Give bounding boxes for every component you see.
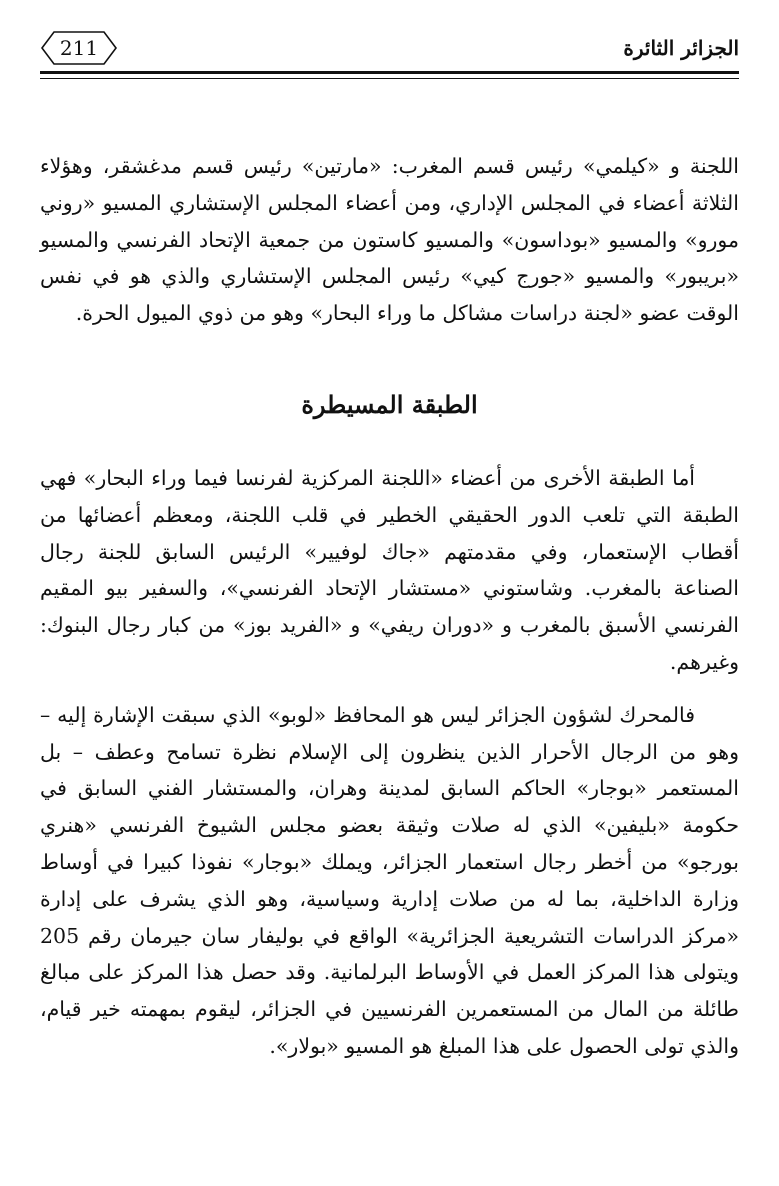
- paragraph-1: اللجنة و «كيلمي» رئيس قسم المغرب: «مارتين» رئيس قسم مدغشقر، وهؤلاء الثلاثة أعضاء في المجلس الإداري، ومن أعضاء المجلس الإستشاري المسيو «روني مورو» والمسيو «بوداسون» والمسيو كاستون من جمعية الإتحاد الفرنسي والمسيو «بريبور» والمسيو «جورج كيي» رئيس المجلس الإستشاري والذي هو في نفس الوقت عضو «لجنة دراسات مشاكل ما وراء البحار» وهو من ذوي الميول الحرة.: [40, 154, 739, 326]
- header-rule-thick: [40, 71, 739, 74]
- page-number-badge: [40, 28, 118, 68]
- section-heading: الطبقة المسيطرة: [301, 389, 478, 419]
- page-number: 211: [59, 36, 99, 60]
- paragraph-2: أما الطبقة الأخرى من أعضاء «اللجنة المركزية لفرنسا فيما وراء البحار» فهي الطبقة التي تلعب الدور الحقيقي الخطير في قلب اللجنة، ومعظم أعضائها من أقطاب الإستعمار، وفي مقدمتهم «جاك لوفيير» الرئيس السابق للجنة رجال الصناعة بالمغرب. وشاستوني «مستشار الإتحاد الفرنسي»، والسفير بيو المقيم الفرنسي الأسبق بالمغرب و «دوران ريفي» و «الفريد بوز» من كبار رجال البنوك: وغيرهم.: [40, 465, 739, 674]
- running-title: الجزائر الثائرة: [623, 36, 739, 60]
- header-rule-thin: [40, 78, 739, 79]
- page-body: [40, 148, 739, 1065]
- paragraph-3: فالمحرك لشؤون الجزائر ليس هو المحافظ «لوبو» الذي سبقت الإشارة إليه – وهو من الرجال الأحرار الذين ينظرون إلى الإسلام نظرة تسامح وعطف – بل المستعمر «بوجار» الحاكم السابق لمدينة وهران، والمستشار الفني السابق في حكومة «بليفين» الذي له صلات وثيقة بعضو مجلس الشيوخ الفرنسي «هنري بورجو» من أخطر رجال استعمار الجزائر، ويملك «بوجار» نفوذا كبيرا في أوساط وزارة الداخلية، بما له من صلات إدارية وسياسية، وهو الذي يشرف على إدارة «مركز الدراسات التشريعية الجزائرية» الواقع في بوليفار سان جيرمان رقم 205 ويتولى هذا المركز العمل في الأوساط البرلمانية. وقد حصل هذا المركز على مبالغ طائلة من المال من المستعمرين الفرنسيين في الجزائر، ليقوم بمهمته خير قيام، والذي تولى الحصول على هذا المبلغ هو المسيو «بولار».: [40, 702, 739, 1058]
- page-header: [0, 0, 779, 100]
